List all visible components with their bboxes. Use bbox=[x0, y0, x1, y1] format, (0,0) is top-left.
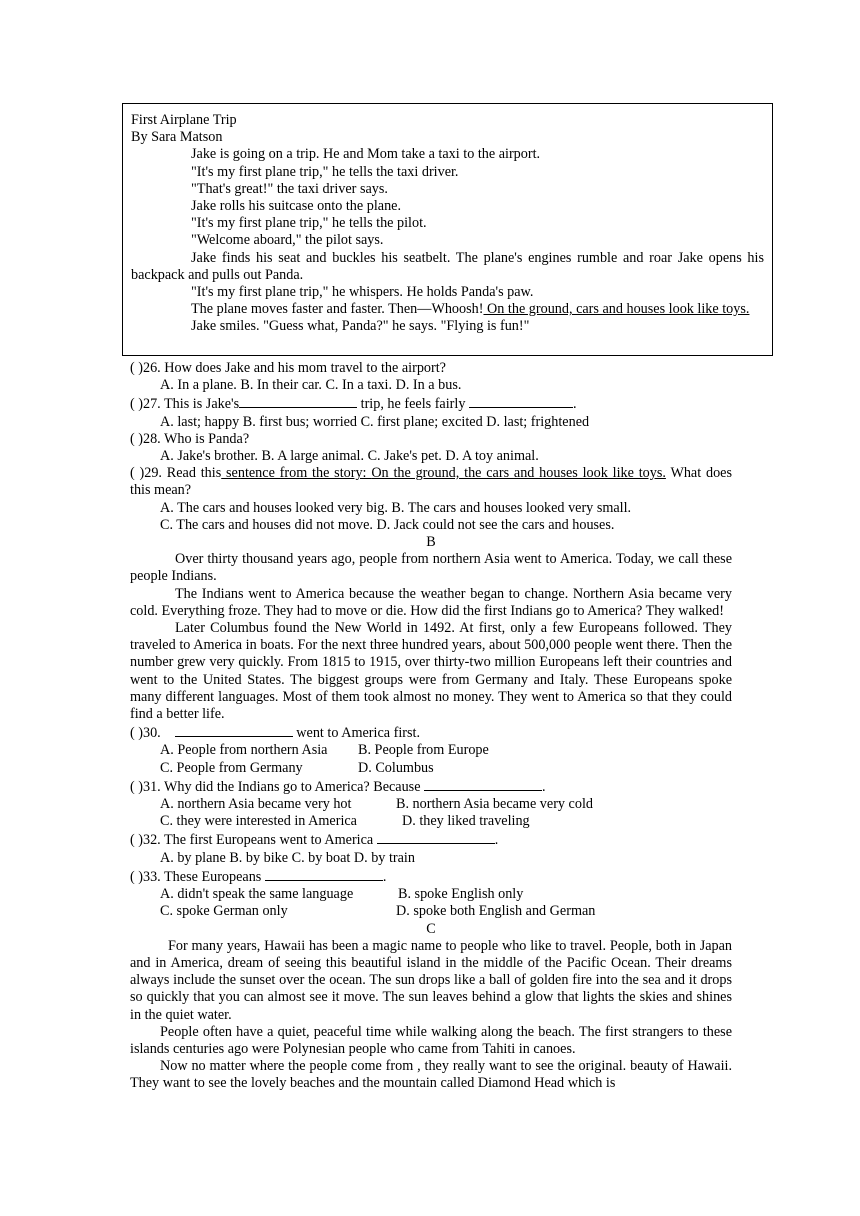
option-d: D. spoke both English and German bbox=[396, 903, 596, 920]
question-29-text: ( )29. Read this bbox=[130, 465, 222, 482]
option-b: B. northern Asia became very cold bbox=[396, 796, 593, 813]
story-line: "It's my first plane trip," he tells the taxi driver. bbox=[191, 163, 459, 180]
section-c-paragraph: People often have a quiet, peaceful time while walking along the beach. The first strangers to these islands centuries ago were Polynesian people who came from Tahiti in canoes. bbox=[130, 1023, 732, 1057]
question-30-options bbox=[130, 760, 732, 777]
question-33-options bbox=[130, 886, 732, 903]
option-b: B. spoke English only bbox=[398, 886, 524, 903]
story-line: Jake is going on a trip. He and Mom take a taxi to the airport. bbox=[191, 146, 541, 163]
option-a: A. People from northern Asia bbox=[160, 742, 328, 759]
option-c: C. they were interested in America bbox=[160, 813, 357, 830]
section-b-paragraph: The Indians went to America because the weather began to change. Northern Asia became very cold. Everything froze. They had to move or die. How did the first Indians go to America? They walked! bbox=[130, 585, 732, 619]
story-line: "Welcome aboard," the pilot says. bbox=[191, 232, 384, 249]
passage-a-box bbox=[122, 103, 773, 356]
question-31-options bbox=[130, 813, 732, 830]
question-27-text: ( )27. This is Jake's bbox=[130, 396, 240, 413]
section-b-paragraph: Over thirty thousand years ago, people from northern Asia went to America. Today, we call these people Indians. bbox=[130, 551, 732, 585]
story-text: The plane moves faster and faster. Then—Whoosh! bbox=[191, 301, 484, 318]
passage-title: First Airplane Trip bbox=[131, 112, 237, 128]
option-a: A. northern Asia became very hot bbox=[160, 796, 352, 813]
question-26-options: A. In a plane. B. In their car. C. In a taxi. D. In a bus. bbox=[160, 377, 462, 394]
question-29-text: What does this mean? bbox=[130, 465, 732, 499]
question-27 bbox=[130, 394, 732, 413]
question-32 bbox=[130, 830, 732, 849]
question-30-options bbox=[130, 742, 732, 759]
section-b-paragraph: Later Columbus found the New World in 1492. At first, only a few Europeans followed. They traveled to America in boats. For the next three hundred years, about 500,000 people went there. Then the number grew very quickly. From 1815 to 1915, over thirty-two million Europeans left their countries and went to the United States. The biggest groups were from Germany and Italy. These Europeans spoke many different languages. Most of them took almost no money. They went to America so that they could find a better life. bbox=[130, 620, 732, 723]
question-33-text: ( )33. These Europeans bbox=[130, 868, 265, 885]
question-26: ( )26. How does Jake and his mom travel to the airport? bbox=[130, 360, 446, 376]
story-line: "That's great!" the taxi driver says. bbox=[191, 180, 388, 197]
option-c: C. spoke German only bbox=[160, 903, 288, 920]
story-line: "It's my first plane trip," he tells the pilot. bbox=[191, 215, 427, 232]
passage-author: By Sara Matson bbox=[131, 129, 223, 146]
answer-blank[interactable] bbox=[175, 723, 293, 737]
question-32-options: A. by plane B. by bike C. by boat D. by train bbox=[160, 849, 415, 866]
answer-blank[interactable] bbox=[469, 394, 573, 408]
option-d: D. Columbus bbox=[358, 759, 434, 776]
question-31-text: . bbox=[542, 778, 546, 795]
question-33 bbox=[130, 867, 732, 886]
question-31-options bbox=[130, 796, 732, 813]
section-c-paragraph: For many years, Hawaii has been a magic name to people who like to travel. People, both in Japan and in America, dream of seeing this beautiful island in the middle of the Pacific Ocean. Their dreams always include the sunset over the ocean. The sun drops like a ball of golden fire into the sea and it drops so quickly that you can almost see it move. The sun leaves behind a glow that lights the skies and shines in the quiet water. bbox=[130, 937, 732, 1023]
question-32-text: ( )32. The first Europeans went to America bbox=[130, 832, 377, 849]
question-31-text: ( )31. Why did the Indians go to America? Because bbox=[130, 778, 425, 795]
questions-area bbox=[130, 360, 732, 1093]
question-30 bbox=[130, 723, 732, 742]
option-c: C. People from Germany bbox=[160, 759, 303, 776]
question-30-text: ( )30. bbox=[130, 725, 161, 742]
answer-blank[interactable] bbox=[239, 394, 357, 408]
question-33-options bbox=[130, 903, 732, 920]
option-b: B. People from Europe bbox=[358, 742, 489, 759]
underlined-sentence: On the ground, the cars and houses look like toys. bbox=[371, 465, 666, 482]
question-29 bbox=[130, 465, 732, 499]
answer-blank[interactable] bbox=[377, 830, 495, 844]
question-30-text: went to America first. bbox=[292, 725, 420, 742]
section-c-paragraph: Now no matter where the people come from , they really want to see the original. beauty of Hawaii. They want to see the lovely beaches and the mountain called Diamond Head which is bbox=[130, 1058, 732, 1092]
answer-blank[interactable] bbox=[424, 777, 542, 791]
question-27-options: A. last; happy B. first bus; worried C. first plane; excited D. last; frightened bbox=[160, 413, 590, 430]
story-paragraph: Jake finds his seat and buckles his seatbelt. The plane's engines rumble and roar Jake opens his backpack and pulls out Panda. bbox=[131, 249, 764, 283]
question-32-text: . bbox=[494, 832, 499, 849]
story-line: Jake rolls his suitcase onto the plane. bbox=[191, 198, 402, 215]
option-d: D. they liked traveling bbox=[402, 813, 530, 830]
question-29-options: C. The cars and houses did not move. D. Jack could not see the cars and houses. bbox=[160, 516, 615, 533]
answer-blank[interactable] bbox=[265, 867, 383, 881]
question-31 bbox=[130, 777, 732, 796]
question-27-text: trip, he feels fairly bbox=[357, 396, 469, 413]
story-line: Jake smiles. "Guess what, Panda?" he says. "Flying is fun!" bbox=[191, 318, 530, 335]
story-paragraph bbox=[131, 301, 764, 318]
question-27-text: . bbox=[572, 396, 577, 413]
question-28-options: A. Jake's brother. B. A large animal. C. Jake's pet. D. A toy animal. bbox=[160, 448, 539, 465]
story-line: "It's my first plane trip," he whispers. He holds Panda's paw. bbox=[191, 284, 534, 301]
underlined-sentence: On the ground, cars and houses look like toys. bbox=[483, 301, 750, 318]
question-29-options: A. The cars and houses looked very big. B. The cars and houses looked very small. bbox=[160, 499, 632, 516]
question-33-text: . bbox=[382, 868, 387, 885]
question-29-text: sentence from the story: bbox=[221, 465, 372, 482]
option-a: A. didn't speak the same language bbox=[160, 886, 354, 903]
question-28: ( )28. Who is Panda? bbox=[130, 430, 250, 447]
section-b-label: B bbox=[426, 534, 436, 551]
section-c-label: C bbox=[426, 920, 436, 937]
